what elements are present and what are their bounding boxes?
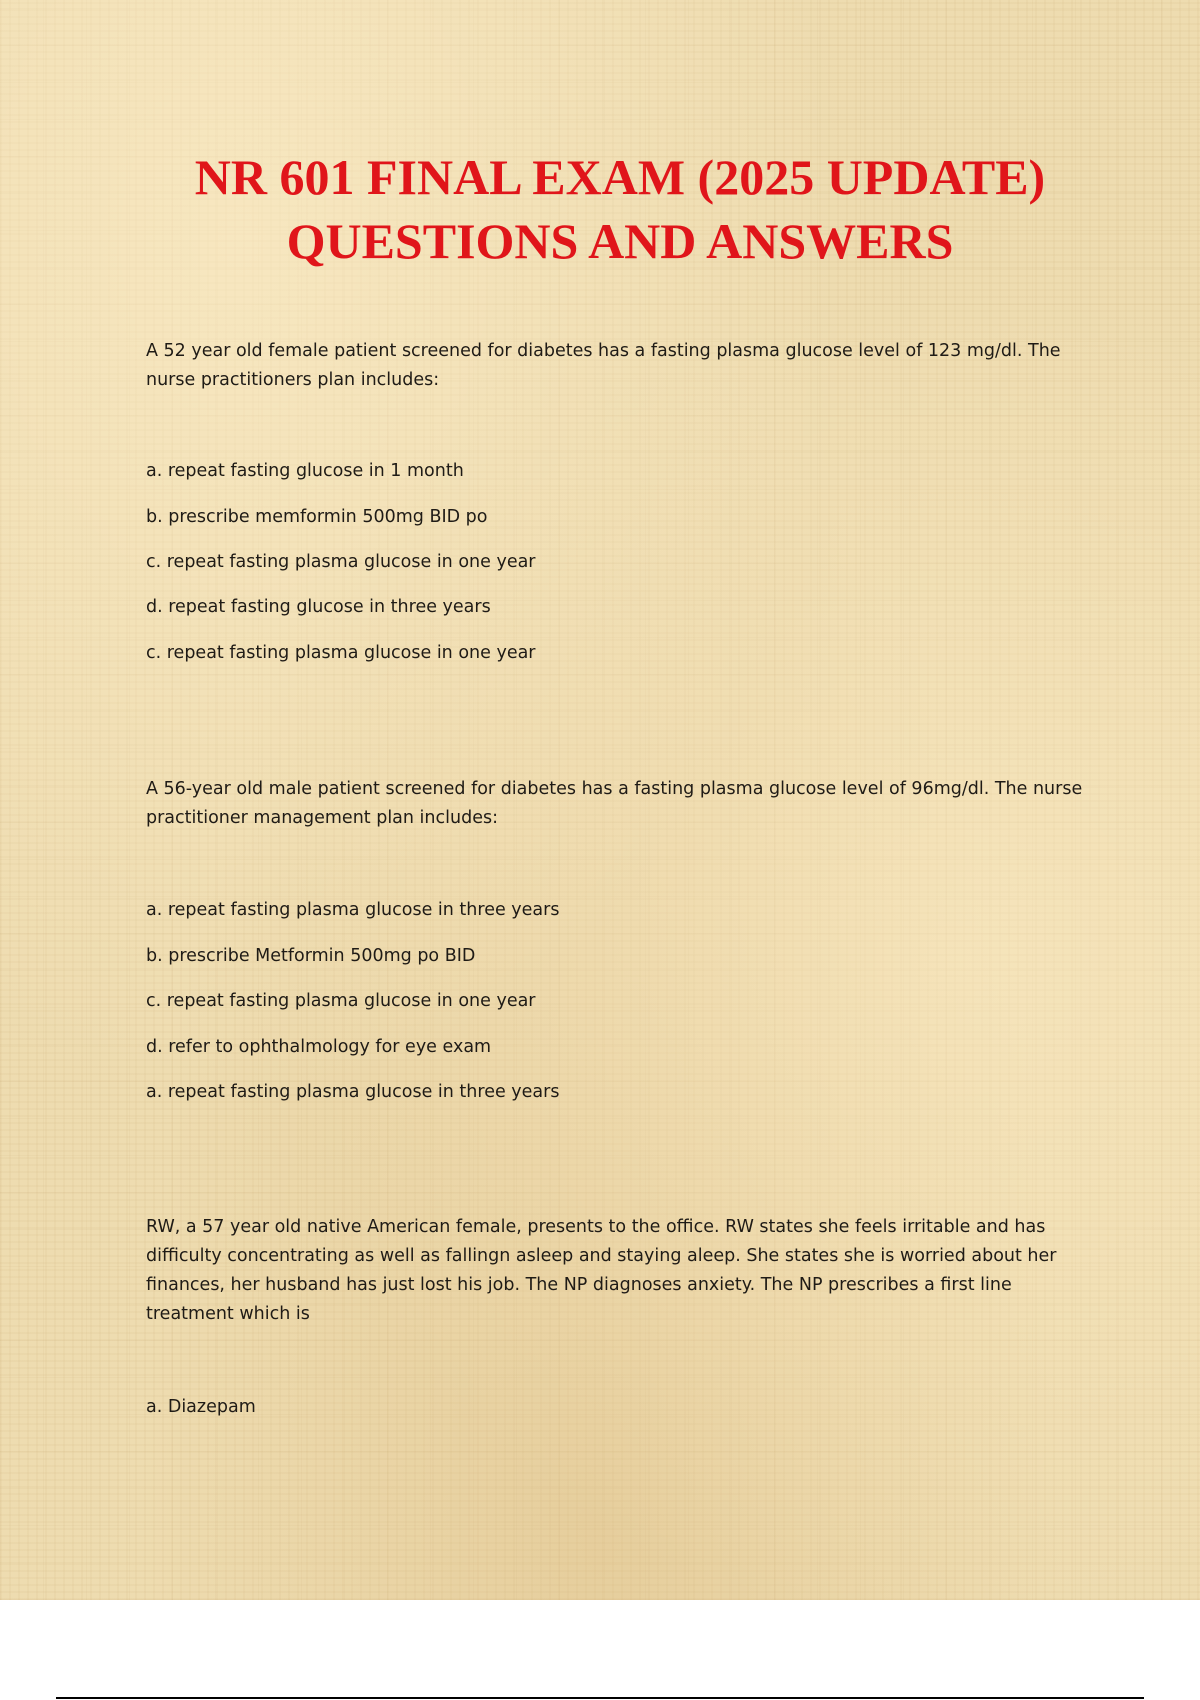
question-1-option-d: d. repeat fasting glucose in three years [146,597,491,617]
question-2-stem: A 56-year old male patient screened for diabetes has a fasting plasma glucose level of 96mg/dl. The nurse practitioner management plan includes: [146,779,1083,828]
question-2-option-d: d. refer to ophthalmology for eye exam [146,1037,492,1057]
question-1-option-a: a. repeat fasting glucose in 1 month [146,461,464,481]
question-2-option-a: a. repeat fasting plasma glucose in three years [146,900,560,920]
question-2-option-b: b. prescribe Metformin 500mg po BID [146,946,476,966]
question-1-option-c: c. repeat fasting plasma glucose in one year [146,552,536,572]
question-3-stem: RW, a 57 year old native American female, presents to the office. RW states she feels irritable and has difficulty concentrating as well as fallingn asleep and staying aleep. She states she is worried about her finances, her husband has just lost his job. The NP diagnoses anxiety. The NP prescribes a first line treatment which is [146,1217,1057,1324]
footer-divider [56,1697,1144,1699]
title-line-1: NR 601 FINAL EXAM (2025 UPDATE) [194,149,1046,205]
question-1-answer: c. repeat fasting plasma glucose in one year [146,643,536,663]
title-line-2: QUESTIONS AND ANSWERS [286,213,954,269]
question-3-option-a: a. Diazepam [146,1397,256,1417]
question-2-answer: a. repeat fasting plasma glucose in three years [146,1082,560,1102]
question-1-stem: A 52 year old female patient screened for diabetes has a fasting plasma glucose level of 123 mg/dl. The nurse practitioners plan includes: [146,341,1061,390]
question-2-option-c: c. repeat fasting plasma glucose in one year [146,991,536,1011]
document-title [0,145,1200,273]
question-1-option-b: b. prescribe memformin 500mg BID po [146,507,488,527]
